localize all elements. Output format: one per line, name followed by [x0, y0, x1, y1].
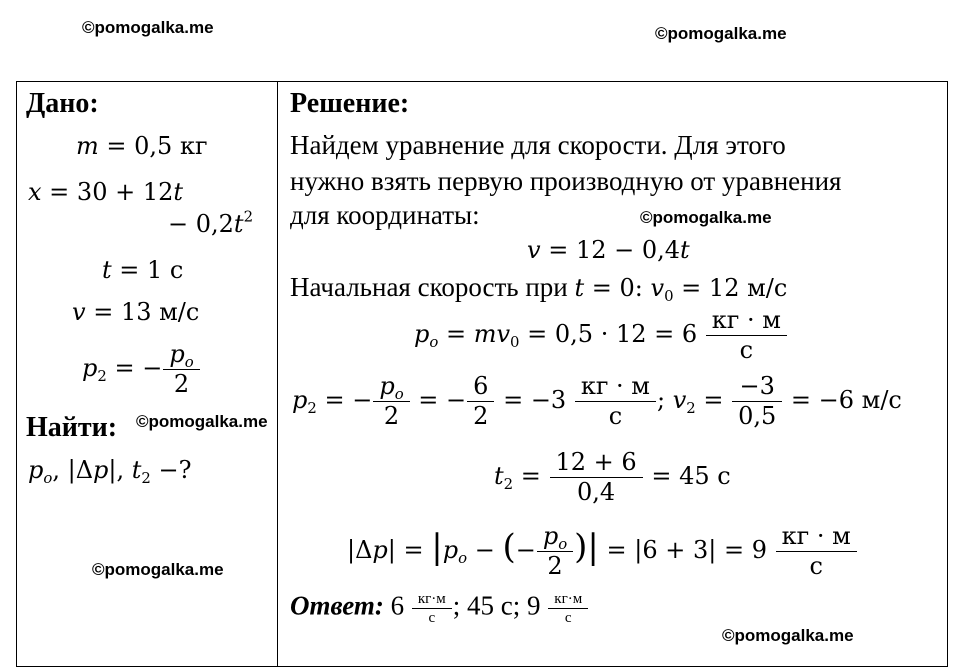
answer-line: Ответ: 6 $\frac{кг\cdot м}{с}$ ; 45 с; 9 $\frac{кг\cdot м}{с}$: [290, 590, 589, 627]
column-divider: [277, 81, 278, 667]
solution-text-line: Найдем уравнение для скорости. Для этого: [290, 130, 786, 160]
watermark: ©pomogalka.me: [722, 626, 854, 645]
find-unknowns: $p_o$, |Δp|, $t_2$ −?: [28, 456, 192, 488]
solution-heading: Решение:: [290, 88, 410, 119]
find-heading: Найти:: [26, 412, 118, 443]
solution-text-line: нужно взять первую производную от уравнения: [290, 166, 842, 196]
final-momentum-eq: $p_2$ = − $\frac{p_o}{2}$ = − $\frac{6}{2}$ = −3 $\frac{кг \cdot м}{с}$ ; $v_2$ = $\frac{-3}{0,5}$ = −6 м/с: [292, 372, 902, 430]
answer-label: Ответ:: [290, 590, 384, 621]
given-p2: $p_2$ = − $\frac{p_o}{2}$: [82, 340, 201, 399]
given-time: t = 1 с: [102, 256, 184, 284]
initial-momentum-eq: $p_o = mv_0 = 0,5 \cdot 12 = 6$ $\frac{кг \cdot м}{с}$: [414, 306, 788, 365]
given-velocity: v = 13 м/с: [72, 298, 200, 326]
watermark: ©pomogalka.me: [92, 560, 224, 579]
time-equation: $t_2$ = $\frac{12 + 6}{0,4}$ = 45 с: [494, 448, 731, 506]
initial-velocity-line: Начальная скорость при t = 0: $v_0 = 12$ м/с: [290, 272, 788, 306]
solution-text-line: для координаты:: [290, 200, 480, 230]
watermark: ©pomogalka.me: [655, 24, 787, 43]
watermark: ©pomogalka.me: [82, 18, 214, 37]
given-coordinate-eq: x = 30 + 12t: [28, 178, 184, 206]
velocity-equation: v = 12 − 0,4t: [527, 236, 690, 264]
given-mass: m = 0,5 кг: [76, 132, 208, 160]
given-heading: Дано:: [26, 88, 99, 119]
watermark: ©pomogalka.me: [136, 412, 268, 431]
momentum-change-eq: $|\Delta p| = |p_o$ − (− $\frac{p_o}{2}$ )| = |6 + 3| = 9 $\frac{кг \cdot м}{с}$: [347, 522, 858, 581]
watermark: ©pomogalka.me: [640, 208, 772, 227]
given-coordinate-eq-cont: − $0,2t^2$: [168, 207, 254, 238]
